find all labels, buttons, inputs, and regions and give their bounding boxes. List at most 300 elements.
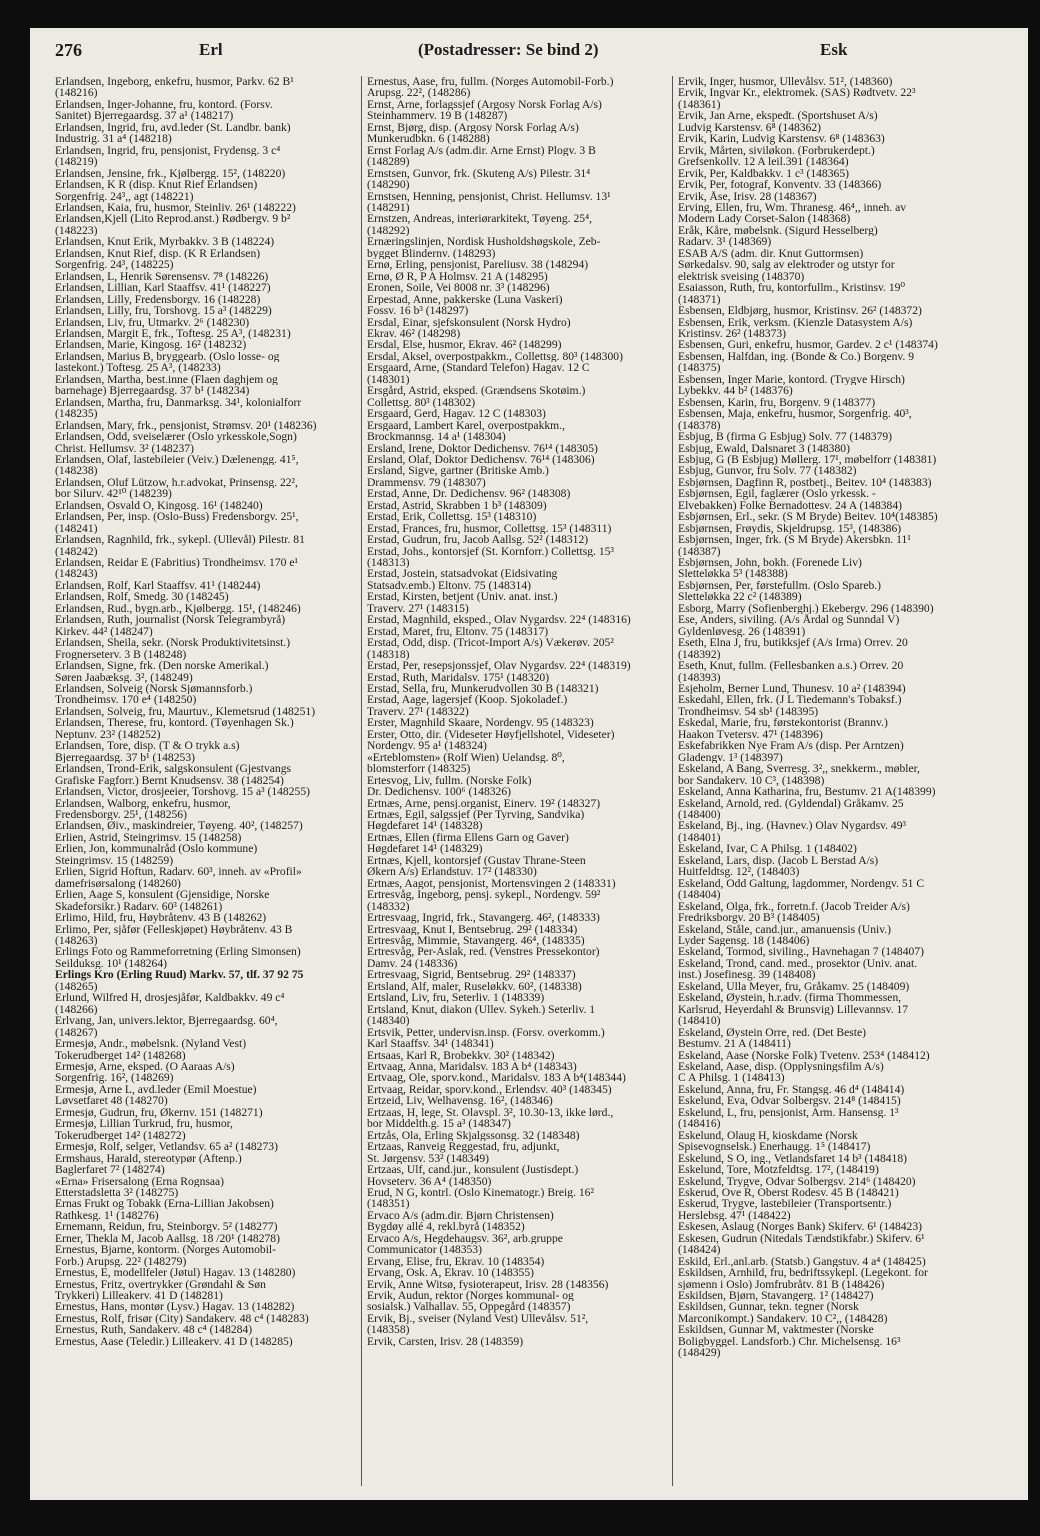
- directory-line: Erlandsen, Victor, drosjeeier, Torshovg. 15 a³ (148255): [55, 786, 310, 798]
- directory-line: Esbensen, Guri, enkefru, husmor, Gardev. 2 c¹ (148374): [678, 339, 938, 351]
- directory-line: Ernestus, Bjarne, kontorm. (Norges Automobil-: [55, 1244, 277, 1256]
- directory-line: Erlandsen, Solveig, fru, Maurtuv., Klemetsrud (148251): [55, 705, 316, 718]
- directory-line: Erlandsen, K R (disp. Knut Rief Erlandsen): [55, 179, 258, 191]
- directory-line: Ertresvåg, Mimmie, Stavangerg. 46⁴, (148335): [367, 934, 585, 947]
- directory-line: Ervaco A/s, Hegdehaugsv. 36², arb.gruppe: [367, 1232, 563, 1245]
- directory-line: Erlandsen, Tore, disp. (T & O trykk a.s): [55, 740, 240, 752]
- directory-line: Erlandsen, Marius B, bryggearb. (Oslo losse- og: [55, 350, 280, 363]
- directory-line: Ertzaas, Ulf, cand.jur., konsulent (Justisdept.): [367, 1164, 579, 1176]
- directory-line: ESAB A/S (adm. dir. Knut Guttormsen): [678, 247, 864, 260]
- directory-line: Ertresvåg, Per-Aslak, red. (Venstres Pressekontor): [367, 946, 600, 958]
- directory-line: Erlandsen, Margit E, frk., Toftesg. 25 A³, (148231): [55, 327, 291, 340]
- directory-line: Erlandsen, Per, insp. (Oslo-Buss) Fredensborgv. 25¹,: [55, 511, 299, 523]
- directory-line: Erlandsen, Martha, fru, Danmarksg. 34¹, kolonialforr: [55, 396, 302, 409]
- directory-line: (148289): [367, 156, 410, 168]
- directory-line: Bjerregaardsg. 37 b¹ (148253): [55, 751, 195, 764]
- directory-line: Esbensen, Karin, fru, Borgenv. 9 (148377): [678, 396, 876, 409]
- directory-line: Eskeland, Ståle, cand.jur., amanuensis (Univ.): [678, 923, 892, 935]
- directory-line: Frognerseterv. 3 B (148248): [55, 648, 187, 661]
- directory-line: Ernstzen, Andreas, interiørarkitekt, Tøyeng. 25⁴,: [367, 213, 593, 225]
- directory-line: Eskeland, Olga, frk., forretn.f. (Jacob Treider A/s): [678, 900, 910, 913]
- directory-line: Lyder Sagensg. 18 (148406): [678, 934, 810, 947]
- directory-line: Erlandsen, Ragnhild, frk., sykepl. (Ullevål) Pilestr. 81: [55, 534, 305, 546]
- directory-line: Ernestus, Fritz, overtrykker (Grøndahl & Søn: [55, 1278, 266, 1291]
- column-divider: [672, 76, 673, 1486]
- directory-line: Eskesen, Aslaug (Norges Bank) Skiferv. 6¹ (148423): [678, 1221, 923, 1233]
- directory-line: Karlsrud, Heyerdahl & Brunsvig) Lillevannsv. 17: [678, 1003, 909, 1016]
- directory-line: (148263): [55, 934, 98, 947]
- directory-line: Erlandsen, Osvald O, Kingosg. 16¹ (148240): [55, 499, 263, 512]
- directory-line: Ertzås, Ola, Erling Skjalgssonsg. 32 (148348): [367, 1129, 580, 1142]
- directory-line: Eskelund, Olaug H, kioskdame (Norsk: [678, 1129, 858, 1142]
- directory-line: Herslebsg. 47¹ (148422): [678, 1209, 791, 1222]
- directory-line: (148265): [55, 980, 98, 993]
- directory-line: (148219): [55, 156, 98, 168]
- directory-line: Erner, Thekla M, Jacob Aallsg. 18 /20¹ (148278): [55, 1232, 280, 1245]
- directory-line: Traverv. 27¹ (148315): [367, 602, 469, 615]
- directory-line: Esbjørnsen, Dagfinn R, postbetj., Beitev. 10⁴ (148383): [678, 476, 932, 489]
- directory-line: Eronen, Soile, Vei 8008 nr. 3³ (148296): [367, 282, 550, 294]
- directory-line: Erlandsen, Knut Rief, disp. (K R Erlandsen): [55, 247, 261, 260]
- header-left-word: Erl: [199, 40, 223, 59]
- directory-line: Ertnæs, Arne, pensj.organist, Einerv. 19² (148327): [367, 797, 601, 809]
- directory-line: Erster, Magnhild Skaare, Nordengv. 95 (148323): [367, 717, 594, 729]
- directory-line: Erstad, Ruth, Maridalsv. 175¹ (148320): [367, 671, 550, 684]
- directory-line: Kirkev. 44² (148247): [55, 625, 153, 638]
- directory-line: Erud, N G, kontrl. (Oslo Kinematogr.) Breig. 16²: [367, 1186, 594, 1199]
- directory-line: bor Silurv. 42¹⁰ (148239): [55, 488, 172, 500]
- directory-line: Eskildsen, Bjørn, Stavangerg. 1² (148427): [678, 1290, 874, 1302]
- directory-line: Ernst, Arne, forlagssjef (Argosy Norsk Forlag A/s): [367, 98, 602, 111]
- directory-line: Erlandsen, Solveig (Norsk Sjømannsforb.): [55, 683, 253, 695]
- directory-line: Eskeland, Odd Galtung, lagdommer, Nordengv. 51 C: [678, 877, 925, 890]
- directory-line: Erster, Otto, dir. (Videseter Høyfjellshotel, Videseter): [367, 728, 615, 741]
- directory-line: Eskelund, S O, ing., Vetlandsfaret 14 b³ (148418): [678, 1152, 907, 1165]
- directory-line: Ersland, Olaf, Doktor Dedichensv. 76¹⁴ (148306): [367, 453, 595, 466]
- directory-line: Ervaco A/s (adm.dir. Bjørn Christensen): [367, 1209, 554, 1222]
- directory-line: Communicator (148353): [367, 1244, 482, 1256]
- directory-line: (148404): [678, 889, 721, 901]
- directory-line: Erlandsen, Inger-Johanne, fru, kontord. (Forsv.: [55, 98, 273, 111]
- directory-line: Esbensen, Erik, verksm. (Kienzle Datasystem A/s): [678, 316, 913, 328]
- directory-line: Modern Lady Corset-Salon (148368): [678, 213, 851, 225]
- directory-line: Ertvaag, Anna, Maridalsv. 183 A b⁴ (148343): [367, 1060, 577, 1073]
- directory-line: damefrisørsalong (148260): [55, 877, 181, 890]
- directory-line: Erving, Ellen, fru, Wm. Thranesg. 46⁴,, inneh. av: [678, 201, 907, 214]
- directory-line: Eskelund, Eva, Odvar Solbergsv. 214⁸ (148415): [678, 1095, 901, 1107]
- directory-line: (148371): [678, 293, 721, 306]
- directory-line: Trondheimsv. 170 e⁴ (148250): [55, 694, 197, 706]
- directory-line: Esbensen, Halfdan, ing. (Bonde & Co.) Borgenv. 9: [678, 350, 915, 363]
- directory-line: Christ. Hellumsv. 3² (148237): [55, 442, 194, 454]
- directory-line: Erlandsen, Mary, frk., pensjonist, Strømsv. 20¹ (148236): [55, 419, 317, 432]
- directory-line: Eseth, Knut, fullm. (Fellesbanken a.s.) Orrev. 20: [678, 660, 904, 672]
- directory-line: Esbjørnsen, Egil, faglærer (Oslo yrkessk. -: [678, 488, 876, 500]
- directory-line: Ermesjø, Arne L, avd.leder (Emil Moestue): [55, 1083, 257, 1096]
- directory-line: Erlandsen, Oluf Lützow, h.r.advokat, Prinsensg. 22²,: [55, 476, 298, 489]
- directory-line: Ernestus, E, modellfeler (Jøtul) Hagav. 13 (148280): [55, 1267, 296, 1279]
- directory-line: Gyldenløvesg. 26 (148391): [678, 625, 806, 638]
- directory-line: (148243): [55, 568, 98, 580]
- header-center-note: (Postadresser: Se bind 2): [418, 40, 599, 59]
- directory-line: Collettsg. 80³ (148302): [367, 396, 476, 409]
- directory-line: Erstad, Jostein, statsadvokat (Eidsivating: [367, 568, 558, 580]
- directory-line: (148332): [367, 900, 410, 913]
- directory-line: Etterstadsletta 3² (148275): [55, 1186, 179, 1199]
- directory-line: Boligbyggel. Landsforb.) Chr. Michelsensg. 16³: [678, 1335, 901, 1348]
- directory-line: Erlandsen, Therese, fru, kontord. (Tøyenhagen Sk.): [55, 717, 294, 729]
- directory-line: barnehage) Bjerregaardsg. 37 b¹ (148234): [55, 385, 250, 397]
- directory-line: (148291): [367, 201, 410, 214]
- directory-line: Eskildsen, Arnhild, fru, bedriftssykepl. (Legekont. for: [678, 1267, 928, 1279]
- directory-line: Drammensv. 79 (148307): [367, 476, 486, 489]
- directory-line: Fredensborgv. 25¹, (148256): [55, 809, 187, 821]
- directory-line: Sørkedalsv. 90, salg av elektroder og utstyr for: [678, 259, 895, 271]
- directory-line: Ernæringslinjen, Nordisk Husholdshøgskole, Zeb-: [367, 236, 601, 248]
- directory-line: Høgdefaret 14¹ (148329): [367, 843, 483, 855]
- directory-line: Fossv. 16 b³ (148297): [367, 305, 469, 317]
- directory-line: (148392): [678, 648, 721, 661]
- directory-line: Eråk, Kåre, møbelsnk. (Sigurd Hesselberg): [678, 224, 878, 237]
- directory-line: Ekrav. 46² (148298): [367, 327, 461, 340]
- directory-line: Erstad, Magnhild, eksped., Olav Nygardsv. 22⁴ (148316): [367, 614, 631, 626]
- directory-line: Grafiske Fagforr.) Bernt Knudsensv. 38 (148254): [55, 774, 284, 787]
- directory-line: (148429): [678, 1347, 721, 1359]
- directory-line: Erlandsen, Jensine, frk., Kjølbergg. 15², (148220): [55, 167, 286, 180]
- directory-line: Tokerudberget 14² (148272): [55, 1129, 186, 1142]
- directory-line: (148290): [367, 179, 410, 191]
- directory-line: Kristinsv. 26² (148373): [678, 327, 787, 340]
- directory-line: Erlandsen, Ingeborg, enkefru, husmor, Parkv. 62 B¹: [55, 76, 294, 88]
- directory-line: Ernas Frukt og Tobakk (Erna-Lillian Jakobsen): [55, 1198, 274, 1210]
- directory-line: Sorgenfrig. 24³,, agt (148221): [55, 190, 194, 202]
- directory-line: Eskeland, Ulla Meyer, fru, Gråkamv. 25 (148409): [678, 980, 910, 993]
- directory-line: Erlien, Sigrid Hoftun, Radarv. 60³, inneh. av «Profil»: [55, 866, 302, 878]
- directory-line: Eskelund, Anna, fru, Fr. Stangsg. 46 d⁴ (148414): [678, 1083, 905, 1096]
- directory-line: Ermshaus, Harald, stereotypør (Aftenp.): [55, 1152, 242, 1165]
- directory-line: Søren Jaabæksg. 3², (148249): [55, 671, 193, 684]
- directory-line: (148400): [678, 809, 721, 821]
- directory-line: Eskedahl, Ellen, frk. (J L Tiedemann's Tobaksf.): [678, 694, 902, 706]
- directory-line: Ervang, Elise, fru, Ekrav. 10 (148354): [367, 1255, 545, 1268]
- directory-line: Bestumv. 21 A (148411): [678, 1038, 791, 1050]
- directory-line: Ertnæs, Aagot, pensjonist, Mortensvingen 2 (148331): [367, 877, 616, 890]
- directory-line: Eskeland, Arnold, red. (Gyldendal) Gråkamv. 25: [678, 797, 904, 809]
- directory-line: Erlandsen, Lillian, Karl Staaffsv. 41¹ (148227): [55, 282, 271, 294]
- directory-line: Forb.) Arupsg. 22² (148279): [55, 1255, 187, 1268]
- directory-line: sjømenn i Oslo) Jomfrubråtv. 81 B (148426): [678, 1278, 885, 1291]
- directory-line: Rathkesg. 1¹ (148276): [55, 1209, 159, 1222]
- directory-line: Ervik, Åse, Irisv. 28 (148367): [678, 190, 817, 202]
- directory-line: Esbensen, Inger Marie, kontord. (Trygve Hirsch): [678, 373, 905, 386]
- directory-line: (148358): [367, 1324, 410, 1336]
- directory-line: Damv. 24 (148336): [367, 957, 458, 970]
- directory-line: Sletteløkka 22 c² (148389): [678, 591, 802, 603]
- directory-line: (148393): [678, 671, 721, 684]
- directory-line: Erlien, Astrid, Steingrimsv. 15 (148258): [55, 831, 242, 844]
- directory-line: Trondheimsv. 54 sb¹ (148395): [678, 705, 819, 718]
- directory-line: lastekont.) Toftesg. 25 A³, (148233): [55, 362, 221, 374]
- directory-line: Ertnæs, Ellen (firma Ellens Garn og Gaver): [367, 831, 569, 844]
- directory-line: Erstad, Aage, lagersjef (Koop. Sjokoladef.): [367, 694, 568, 706]
- directory-line: Ernestus, Ruth, Sandakerv. 48 c⁴ (148284): [55, 1324, 253, 1336]
- directory-line: Ertsland, Liv, fru, Seterliv. 1 (148339): [367, 992, 545, 1004]
- directory-line: Eskildsen, Gunnar M, vaktmester (Norske: [678, 1324, 874, 1336]
- directory-line: Eskeland, Bj., ing. (Havnev.) Olav Nygardsv. 49³: [678, 820, 907, 832]
- directory-line: Ervik, Karin, Ludvig Karstensv. 6⁸ (148363): [678, 133, 885, 145]
- directory-line: Ernst Forlag A/s (adm.dir. Arne Ernst) Plogv. 3 B: [367, 144, 596, 157]
- directory-line: Ertsvik, Petter, undervisn.insp. (Forsv. overkomm.): [367, 1026, 605, 1039]
- directory-line: Erlandsen, Lilly, Fredensborgv. 16 (148228): [55, 293, 261, 306]
- directory-line: Erlimo, Hild, fru, Høybråtenv. 43 B (148262): [55, 912, 267, 924]
- directory-line: bygget Blindernv. (148293): [367, 247, 496, 260]
- directory-line: Erlandsen, Kaia, fru, husmor, Steinliv. 26¹ (148222): [55, 201, 296, 214]
- directory-line: Eskesen, Gudrun (Nitedals Tændstikfabr.) Skiferv. 6¹: [678, 1232, 925, 1245]
- directory-line: Ertzaas, Ranveig Reggestad, fru, adjunkt,: [367, 1141, 560, 1153]
- directory-line: Ersgaard, Lambert Karel, overpostpakkm.,: [367, 419, 565, 432]
- directory-line: Traverv. 27¹ (148322): [367, 705, 469, 718]
- directory-line: Spisevognselsk.) Enerhaugg. 1⁵ (148417): [678, 1141, 871, 1153]
- directory-page: [30, 28, 1028, 1500]
- directory-line: «Erteblomsten» (Rolf Wien) Uelandsg. 8⁰,: [367, 751, 565, 764]
- directory-line: Statsadv.emb.) Eltonv. 75 (148314): [367, 579, 532, 592]
- directory-line: Radarv. 3¹ (148369): [678, 236, 772, 248]
- directory-line: Eskeland, Tormod, siviling., Havnehagan 7 (148407): [678, 946, 924, 958]
- directory-line: Ernst, Bjørg, disp. (Argosy Norsk Forlag A/s): [367, 121, 579, 134]
- directory-line: Ernestus, Hans, montør (Lysv.) Hagav. 13 (148282): [55, 1301, 295, 1313]
- directory-line: Erlandsen, Rud., bygn.arb., Kjølbergg. 15¹, (148246): [55, 602, 301, 615]
- directory-line: (148216): [55, 87, 98, 99]
- directory-line: Eskeland, Lars, disp. (Jacob L Berstad A/s): [678, 854, 879, 867]
- directory-line: (148235): [55, 408, 98, 420]
- directory-line: Lybekkv. 44 b² (148376): [678, 385, 793, 397]
- directory-line: Esbjørnsen, Erl., sekr. (S M Bryde) Beitev. 10⁴(148385): [678, 511, 938, 523]
- directory-line: Eskeland, Ivar, C A Philsg. 1 (148402): [678, 843, 857, 855]
- directory-line: Ertnæs, Egil, salgssjef (Per Tyrving, Sandvika): [367, 809, 585, 821]
- directory-line: Ersland, Irene, Doktor Dedichensv. 76¹⁴ (148305): [367, 442, 598, 454]
- directory-line: Ervik, Ingvar Kr., elektromek. (SAS) Rødtvetv. 22³: [678, 87, 916, 99]
- directory-line: Eskedal, Marie, fru, førstekontorist (Brannv.): [678, 717, 888, 729]
- directory-line: Dr. Dedichensv. 100⁶ (148326): [367, 786, 511, 798]
- directory-line: Ervik, Per, fotograf, Konventv. 33 (148366): [678, 179, 882, 191]
- directory-line: (148301): [367, 373, 410, 386]
- directory-line: Grefsenkollv. 12 A leil.391 (148364): [678, 156, 849, 168]
- directory-line: Ersgaard, Arne, (Standard Telefon) Hagav. 12 C: [367, 362, 590, 374]
- directory-line: Erlandsen, Trond-Erik, salgskonsulent (Gjestvangs: [55, 763, 292, 775]
- directory-line: Neptunv. 23² (148252): [55, 728, 161, 741]
- directory-line: (148241): [55, 522, 98, 535]
- directory-line: St. Jørgensv. 53² (148349): [367, 1152, 489, 1165]
- directory-line: (148416): [678, 1118, 721, 1130]
- directory-line: Erstad, Frances, fru, husmor, Collettsg. 15³ (148311): [367, 522, 612, 535]
- directory-line: Erstad, Johs., kontorsjef (St. Kornforr.) Collettsg. 15³: [367, 545, 614, 558]
- directory-line: inst.) Josefinesg. 39 (148408): [678, 969, 816, 981]
- column-1: [55, 76, 354, 1496]
- directory-line: (148424): [678, 1244, 721, 1256]
- directory-line: Eskeland, Øystein, h.r.adv. (firma Thommessen,: [678, 992, 902, 1004]
- directory-line: «Erna» Frisersalong (Erna Rognsaa): [55, 1175, 225, 1187]
- directory-line: Esbensen, Eldbjørg, husmor, Kristinsv. 26² (148372): [678, 305, 922, 317]
- directory-line: Erstad, Sella, fru, Munkerudvollen 30 B (148321): [367, 683, 599, 695]
- directory-line: Ertnæs, Kjell, kontorsjef (Gustav Thrane-Steen: [367, 854, 586, 867]
- directory-line: Erlandsen, Walborg, enkefru, husmor,: [55, 797, 231, 809]
- directory-line: Ertresvåg, Ingeborg, pensj. sykepl., Nordengv. 59²: [367, 889, 601, 901]
- directory-line: Seilduksg. 10¹ (148264): [55, 957, 168, 970]
- directory-line: Skadeforsikr.) Radarv. 60³ (148261): [55, 900, 223, 913]
- directory-line: Sletteløkka 5³ (148388): [678, 568, 788, 580]
- directory-line: (148242): [55, 545, 98, 558]
- header-right-word: Esk: [820, 40, 848, 59]
- directory-line: Ertzaas, H, lege, St. Olavspl. 3², 10.30-13, ikke lørd.,: [367, 1106, 614, 1119]
- directory-line: Ervik, Jan Arne, ekspedt. (Sportshuset A/s): [678, 110, 878, 122]
- directory-line: (148351): [367, 1198, 410, 1210]
- directory-line: sosialsk.) Valhallav. 55, Oppegård (148357): [367, 1301, 571, 1313]
- directory-line: Ertzeid, Liv, Welhavensg. 16², (148346): [367, 1095, 553, 1107]
- directory-line: Steinhammerv. 19 B (148287): [367, 110, 508, 122]
- directory-line: Erstad, Gudrun, fru, Jacob Aallsg. 52² (148312): [367, 534, 589, 546]
- directory-line: (148267): [55, 1026, 98, 1039]
- directory-line: (148238): [55, 465, 98, 477]
- directory-line: Ersdal, Else, husmor, Ekrav. 46² (148299): [367, 339, 562, 351]
- directory-line: Eskefabrikken Nye Fram A/s (disp. Per Arntzen): [678, 740, 904, 752]
- directory-line: Eskild, Erl.,anl.arb. (Statsb.) Gangstuv. 4 a⁴ (148425): [678, 1255, 926, 1268]
- directory-line: Erlien, Aage S, konsulent (Gjensidige, Norske: [55, 889, 270, 901]
- directory-line: Ervik, Mårten, siviløkon. (Forbrukerdept.): [678, 144, 875, 157]
- directory-line: Erlandsen,Kjell (Lito Reprod.anst.) Rødbergv. 9 b²: [55, 213, 291, 225]
- directory-line: Tokerudberget 14² (148268): [55, 1049, 186, 1061]
- directory-line: Ervang, Osk. A, Ekrav. 10 (148355): [367, 1267, 535, 1279]
- directory-line: Erlandsen, Ingrid, fru, pensjonist, Frydensg. 3 c⁴: [55, 144, 281, 157]
- directory-line: Erlandsen, Knut Erik, Myrbakkv. 3 B (148224): [55, 236, 275, 248]
- page-number: 276: [55, 40, 82, 60]
- directory-line: Erlandsen, L, Henrik Sørensensv. 7⁸ (148226): [55, 270, 269, 283]
- directory-line: Ertresvaag, Ingrid, frk., Stavangerg. 46², (148333): [367, 912, 600, 924]
- directory-line: Ertresvaag, Knut I, Bentsebrug. 29² (148334): [367, 923, 578, 935]
- directory-line: Erlandsen, Olaf, lastebileier (Veiv.) Dælenengg. 41⁵,: [55, 453, 299, 466]
- directory-line: Erlandsen, Ingrid, fru, avd.leder (St. Landbr. bank): [55, 121, 291, 134]
- directory-line: Eskerud, Ove R, Oberst Rodesv. 45 B (148421): [678, 1186, 899, 1199]
- directory-line: Bygdøy allé 4, rekl.byrå (148352): [367, 1221, 525, 1233]
- directory-line: bor Middelth.g. 15 a³ (148347): [367, 1118, 511, 1130]
- directory-line: Erlien, Jon, kommunalråd (Oslo kommune): [55, 843, 258, 855]
- directory-line: Erlandsen, Signe, frk. (Den norske Amerikal.): [55, 660, 269, 672]
- directory-line: Erlandsen, Øiv., maskindreier, Tøyeng. 40², (148257): [55, 820, 303, 832]
- directory-line: Gladengv. 1³ (148397): [678, 751, 783, 764]
- directory-line: Eskelund, L, fru, pensjonist, Arm. Hansensg. 1³: [678, 1106, 899, 1119]
- directory-line: Ertsaas, Karl R, Brobekkv. 30² (148342): [367, 1049, 555, 1061]
- directory-line: Ernemann, Reidun, fru, Steinborgv. 5² (148277): [55, 1221, 278, 1233]
- directory-line: Esbjørnsen, Frøydis, Skjeldrupsg. 15³, (148386): [678, 522, 902, 535]
- directory-line: Trykkeri) Lilleakerv. 41 D (148281): [55, 1290, 223, 1302]
- directory-line: Haakon Tvetersv. 47¹ (148396): [678, 728, 823, 741]
- directory-line: (148318): [367, 648, 410, 661]
- directory-line: Esbjug, Ewald, Dalsnaret 3 (148380): [678, 442, 850, 454]
- directory-line: Esborg, Marry (Sofienberghj.) Ekebergv. 296 (148390): [678, 602, 934, 615]
- directory-line: Ernø, Erling, pensjonist, Pareliusv. 38 (148294): [367, 259, 589, 271]
- directory-line: elektrisk sveising (148370): [678, 270, 805, 283]
- directory-line: Ervik, Inger, husmor, Ullevålsv. 51², (148360): [678, 76, 893, 88]
- directory-line: Esbjug, G (B Esbjug) Møllerg. 17¹, møbelforr (148381): [678, 453, 937, 466]
- directory-line: (148387): [678, 545, 721, 558]
- directory-line: (148401): [678, 831, 721, 844]
- directory-line: (148313): [367, 557, 410, 569]
- directory-line: Erlandsen, Lilly, fru, Torshovg. 15 a³ (148229): [55, 305, 272, 317]
- directory-line: Ernstsen, Gunvor, frk. (Skuteng A/s) Pilestr. 31⁴: [367, 167, 591, 180]
- directory-line: Eskeland, A Bang, Sverresg. 3²,, snekkerm., møbler,: [678, 763, 920, 775]
- directory-line: Ertesvog, Liv, fullm. (Norske Folk): [367, 774, 532, 787]
- column-2: [367, 76, 666, 1496]
- directory-line: Erpestad, Anne, pakkerske (Luna Vaskeri): [367, 293, 563, 306]
- directory-line: Høgdefaret 14¹ (148328): [367, 820, 483, 832]
- directory-line: Erlandsen, Sheila, sekr. (Norsk Produktivitetsinst.): [55, 637, 291, 649]
- directory-line: Erlandsen, Liv, fru, Utmarkv. 2⁶ (148230): [55, 316, 250, 328]
- column-divider: [361, 76, 362, 1486]
- directory-line: Eskeland, Aase (Norske Folk) Tvetenv. 253⁴ (148412): [678, 1049, 930, 1061]
- directory-line: blomsterforr (148325): [367, 763, 471, 775]
- directory-line: Marconikompt.) Sandakerv. 10 C²,, (148428): [678, 1312, 888, 1325]
- directory-line: Baglerfaret 7² (148274): [55, 1164, 165, 1176]
- directory-line: Ernestus, Rolf, frisør (City) Sandakerv. 48 c⁴ (148283): [55, 1312, 309, 1325]
- directory-line: Nordengv. 95 a¹ (148324): [367, 740, 487, 752]
- directory-line: (148340): [367, 1015, 410, 1027]
- directory-line: (148292): [367, 224, 410, 237]
- directory-line: Eskeland, Øystein Orre, red. (Det Beste): [678, 1026, 867, 1039]
- directory-line: Eskeland, Trond, cand. med., prosektor (Univ. anat.: [678, 957, 918, 970]
- directory-line: Erlings Foto og Rammeforretning (Erling Simonsen): [55, 946, 301, 958]
- directory-line: Ertvaag, Reidar, sporv.kond., Erlendsv. 40³ (148345): [367, 1083, 612, 1096]
- directory-line: Erstad, Erik, Collettsg. 15³ (148310): [367, 511, 537, 523]
- directory-line: Munkerudbkn. 6 (148288): [367, 133, 490, 145]
- directory-line: Ervik, Audun, rektor (Norges kommunal- og: [367, 1290, 574, 1302]
- directory-line: Ersdal, Aksel, overpostpakkm., Collettsg. 80³ (148300): [367, 350, 623, 363]
- directory-line: (148223): [55, 224, 98, 237]
- directory-line: Erstad, Kirsten, betjent (Univ. anat. inst.): [367, 591, 558, 603]
- directory-line: Ermesjø, Lillian Turkrud, fru, husmor,: [55, 1118, 233, 1130]
- directory-line: Ertsland, Alf, maler, Ruseløkkv. 60², (148338): [367, 980, 582, 993]
- directory-line: Ernstsen, Henning, pensjonist, Christ. Hellumsv. 13¹: [367, 190, 611, 202]
- directory-line: Erstad, Per, resepsjonssjef, Olav Nygardsv. 22⁴ (148319): [367, 660, 631, 672]
- directory-line: Erlandsen, Rolf, Smedg. 30 (148245): [55, 591, 229, 603]
- directory-line: Erlund, Wilfred H, drosjesjåfør, Kaldbakkv. 49 c⁴: [55, 992, 285, 1004]
- directory-line: Erlandsen, Martha, best.inne (Flaen daghjem og: [55, 373, 278, 386]
- directory-line: (148361): [678, 98, 721, 111]
- directory-line: Steingrimsv. 15 (148259): [55, 854, 174, 867]
- directory-line: Esjeholm, Berner Lund, Thunesv. 10 a² (148394): [678, 683, 906, 695]
- column-3: [678, 76, 977, 1496]
- directory-line: Eseth, Elna J, fru, butikksjef (A/s Irma) Orrev. 20: [678, 637, 908, 649]
- directory-line: (148378): [678, 419, 721, 432]
- directory-line: Ertresvaag, Sigrid, Bentsebrug. 29² (148337): [367, 969, 576, 981]
- directory-line: Erlvang, Jan, univers.lektor, Bjerregaardsg. 60⁴,: [55, 1015, 278, 1027]
- directory-line: (148410): [678, 1015, 721, 1027]
- directory-line: Ermesjø, Arne, eksped. (O Aaraas A/s): [55, 1060, 235, 1073]
- directory-line: C A Philsg. 1 (148413): [678, 1072, 785, 1084]
- directory-line: Sanitet) Bjerregaardsg. 37 a¹ (148217): [55, 110, 234, 122]
- directory-line: Esbjug, Gunvor, fru Solv. 77 (148382): [678, 465, 857, 477]
- directory-line: Ludvig Karstensv. 6⁸ (148362): [678, 121, 822, 134]
- directory-line: Elvebakken) Folke Bernadottesv. 24 A (148384): [678, 499, 902, 512]
- directory-line: Karl Staaffsv. 34¹ (148341): [367, 1038, 494, 1050]
- directory-line: Ervik, Anne Witsø, fysioterapeut, Irisv. 28 (148356): [367, 1278, 609, 1291]
- directory-line: Erlandsen, Odd, sveiselærer (Oslo yrkesskole,Sogn): [55, 431, 297, 443]
- directory-line: Esbjørnsen, Per, førstefullm. (Oslo Spareb.): [678, 579, 882, 592]
- directory-line: Ertvaag, Ole, sporv.kond., Maridalsv. 183 A b⁴(148344): [367, 1072, 626, 1084]
- directory-line: Esaiasson, Ruth, fru, kontorfullm., Kristinsv. 19⁰: [678, 282, 906, 294]
- directory-line: Eskeland, Anna Katharina, fru, Bestumv. 21 A(148399): [678, 786, 936, 798]
- directory-line: Ernestus, Aase (Teledir.) Lilleakerv. 41 D (148285): [55, 1335, 293, 1348]
- directory-line: Ersgaard, Gerd, Hagav. 12 C (148303): [367, 408, 546, 420]
- directory-line: Esbjørnsen, John, bokh. (Forenede Liv): [678, 557, 862, 569]
